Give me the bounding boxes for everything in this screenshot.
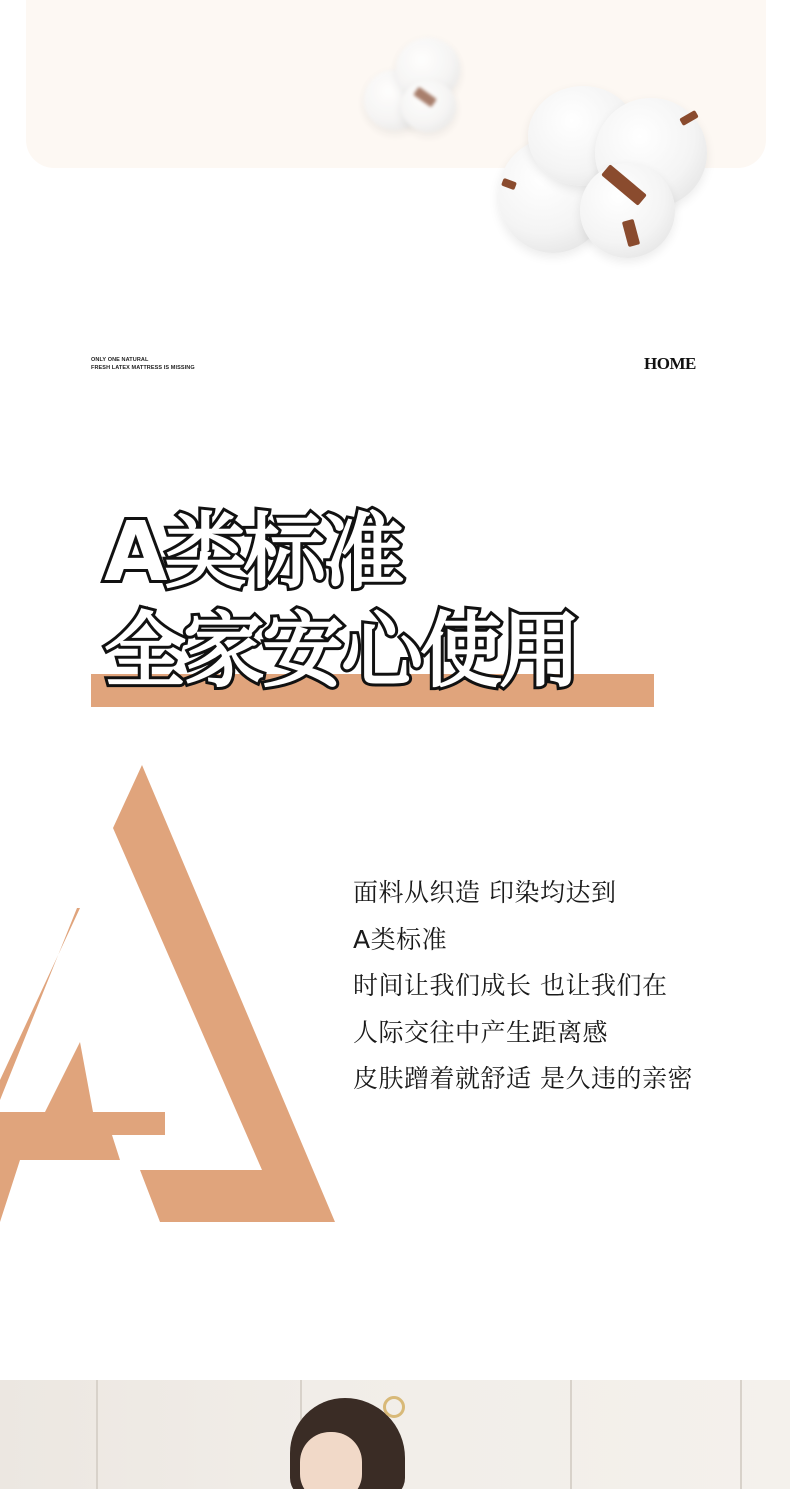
letter-a-left-stroke <box>0 908 165 1222</box>
body-line-1: 面料从织造 印染均达到 <box>353 878 617 907</box>
body-line-2: A类标准 <box>353 924 448 954</box>
letter-a-right-stroke <box>113 765 335 1222</box>
body-line-3: 时间让我们成长 也让我们在 <box>353 971 668 1000</box>
body-line-5: 皮肤蹭着就舒适 是久违的亲密 <box>353 1064 693 1093</box>
letter-a-graphic <box>0 760 340 1230</box>
brand-tagline <box>91 356 195 372</box>
headline-line-1: A类标准 <box>104 505 402 600</box>
wall-panel-line <box>570 1380 572 1489</box>
body-line-4: 人际交往中产生距离感 <box>353 1017 609 1047</box>
wall-panel-line <box>740 1380 742 1489</box>
body-copy <box>353 870 693 1103</box>
lifestyle-photo <box>0 1380 790 1489</box>
tagline-line-1: ONLY ONE NATURAL <box>91 357 149 363</box>
person-face <box>300 1432 362 1489</box>
home-logo: HOME <box>644 354 696 373</box>
wall-panel-line <box>96 1380 98 1489</box>
tagline-line-2: FRESH LATEX MATTRESS IS MISSING <box>91 365 195 371</box>
cotton-boll-large-icon <box>490 78 715 263</box>
cotton-boll-small-icon <box>356 30 471 140</box>
hair-clip <box>383 1396 405 1418</box>
headline-line-2: 全家安心使用 <box>104 604 579 699</box>
